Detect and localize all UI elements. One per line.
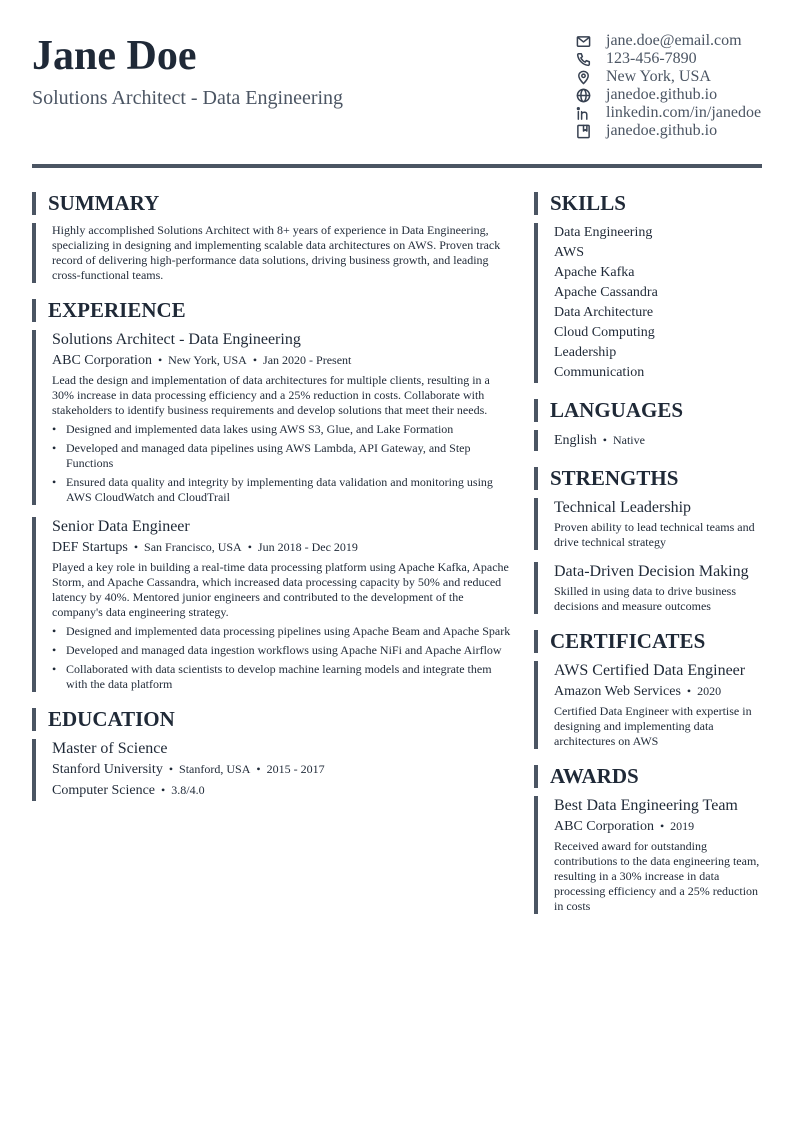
location-text: New York, USA xyxy=(606,68,711,85)
field-of-study: Computer Science xyxy=(52,783,156,798)
skills-heading: SKILLS xyxy=(534,192,766,215)
education-dates: 2015 - 2017 xyxy=(266,762,325,776)
website-text: janedoe.github.io xyxy=(606,86,718,103)
right-column xyxy=(534,192,766,914)
skill-item: Apache Kafka xyxy=(554,265,635,280)
award-item xyxy=(534,796,766,914)
job-location: San Francisco, USA xyxy=(144,540,242,554)
list-item: • Developed and managed data pipelines using AWS Lambda, API Gateway, and Step Functions xyxy=(52,441,512,471)
resume-header xyxy=(32,30,762,150)
skills-section xyxy=(534,223,766,383)
list-item: • Designed and implemented data lakes using AWS S3, Glue, and Lake Formation xyxy=(52,422,512,437)
award-description: Received award for outstanding contributions to the data engineering team, resulting in a 30% increase in data processing efficiency and a 25% reduction in costs xyxy=(554,839,760,913)
experience-item xyxy=(32,330,512,505)
skill-item: Leadership xyxy=(554,345,617,360)
company-name: DEF Startups xyxy=(52,540,128,555)
languages-heading: LANGUAGES xyxy=(534,399,766,422)
globe-icon xyxy=(574,86,592,104)
award-meta xyxy=(554,816,766,837)
certificate-meta xyxy=(554,681,766,702)
contact-portfolio[interactable] xyxy=(574,122,774,140)
linkedin-text: linkedin.com/in/janedoe xyxy=(606,104,762,121)
job-title: Senior Data Engineer xyxy=(52,518,190,535)
list-item: • Ensured data quality and integrity by implementing data validation and monitoring using AWS CloudWatch and CloudTrail xyxy=(52,475,512,505)
job-bullets xyxy=(52,422,512,505)
certificate-name: AWS Certified Data Engineer xyxy=(554,662,746,679)
strength-description: Proven ability to lead technical teams and drive technical strategy xyxy=(554,520,755,549)
portfolio-text: janedoe.github.io xyxy=(606,122,718,139)
separator-dot: • xyxy=(256,762,261,776)
contact-website[interactable] xyxy=(574,86,774,104)
strength-name: Data-Driven Decision Making xyxy=(554,563,749,580)
job-title: Solutions Architect - Data Engineering xyxy=(52,331,301,348)
gpa: 3.8/4.0 xyxy=(171,783,205,797)
job-dates: Jun 2018 - Dec 2019 xyxy=(257,540,358,554)
separator-dot: • xyxy=(252,353,258,367)
education-field-row xyxy=(52,780,512,801)
summary-heading: SUMMARY xyxy=(32,192,512,215)
linkedin-icon xyxy=(574,104,592,122)
email-text: jane.doe@email.com xyxy=(606,32,742,49)
separator-dot: • xyxy=(133,540,139,554)
header-divider xyxy=(32,164,762,168)
list-item: • Designed and implemented data processing pipelines using Apache Beam and Apache Spark xyxy=(52,624,512,639)
language-level: Native xyxy=(612,433,645,447)
awards-heading: AWARDS xyxy=(534,765,766,788)
separator-dot: • xyxy=(602,433,607,447)
list-item: • Developed and managed data ingestion workflows using Apache NiFi and Apache Airflow xyxy=(52,643,512,658)
school-name: Stanford University xyxy=(52,762,163,777)
summary-section xyxy=(32,223,512,283)
job-dates: Jan 2020 - Present xyxy=(263,353,352,367)
separator-dot: • xyxy=(157,353,163,367)
phone-icon xyxy=(574,50,592,68)
certificate-item xyxy=(534,661,766,749)
separator-dot: • xyxy=(247,540,252,554)
candidate-name: Jane Doe xyxy=(32,33,197,79)
strength-name: Technical Leadership xyxy=(554,499,692,516)
language-name: English xyxy=(554,433,597,448)
contact-phone[interactable] xyxy=(574,50,774,68)
contact-location xyxy=(574,68,774,86)
certificate-issuer: Amazon Web Services xyxy=(554,684,681,699)
job-location: New York, USA xyxy=(168,353,247,367)
job-description: Lead the design and implementation of data architectures for multiple clients, resulting in a 30% increase in data processing efficiency and a 25% reduction in costs. Collaborate with stakeholders to identify business requirements and develop solutions that meet their needs. xyxy=(52,373,490,417)
strength-item xyxy=(534,562,766,614)
languages-section xyxy=(534,430,766,451)
separator-dot: • xyxy=(686,684,692,698)
separator-dot: • xyxy=(161,783,166,797)
strength-item xyxy=(534,498,766,550)
separator-dot: • xyxy=(168,762,174,776)
skill-item: Apache Cassandra xyxy=(554,285,658,300)
certificate-year: 2020 xyxy=(697,684,722,698)
skill-item: Data Architecture xyxy=(554,305,654,320)
summary-text: Highly accomplished Solutions Architect with 8+ years of experience in Data Engineering, specializing in designing and implementing scalable data architectures on AWS. Proven track record of delivering high-performance data solutions, driving business growth, and leading cross-functional teams. xyxy=(52,223,501,282)
skill-item: AWS xyxy=(554,245,584,260)
skill-item: Cloud Computing xyxy=(554,325,655,340)
job-description: Played a key role in building a real-time data processing platform using Apache Kafka, Apache Storm, and Apache Cassandra, which increased data processing capacity by 50% and reduced latency by 40%. Mentored junior engineers and contributed to the development of the company's data engineering strategy. xyxy=(52,560,509,619)
contact-email[interactable] xyxy=(574,32,774,50)
experience-item xyxy=(32,517,512,692)
school-location: Stanford, USA xyxy=(179,762,251,776)
certificate-description: Certified Data Engineer with expertise in designing and implementing data architectures on AWS xyxy=(554,704,752,748)
strength-description: Skilled in using data to drive business decisions and measure outcomes xyxy=(554,584,736,613)
job-bullets xyxy=(52,624,512,692)
education-section xyxy=(32,739,512,801)
award-issuer: ABC Corporation xyxy=(554,819,654,834)
location-icon xyxy=(574,68,592,86)
education-heading: EDUCATION xyxy=(32,708,512,731)
degree-title: Master of Science xyxy=(52,740,168,757)
contact-list xyxy=(574,32,774,140)
mail-icon xyxy=(574,32,592,50)
phone-text: 123-456-7890 xyxy=(606,50,697,67)
separator-dot: • xyxy=(659,819,665,833)
job-meta xyxy=(52,350,512,371)
skill-item: Communication xyxy=(554,365,645,380)
list-item: • Collaborated with data scientists to develop machine learning models and integrate them with the data platform xyxy=(52,662,512,692)
job-meta xyxy=(52,537,512,558)
company-name: ABC Corporation xyxy=(52,353,152,368)
candidate-headline: Solutions Architect - Data Engineering xyxy=(32,87,344,109)
award-name: Best Data Engineering Team xyxy=(554,797,738,814)
contact-linkedin[interactable] xyxy=(574,104,774,122)
bookmark-icon xyxy=(574,122,592,140)
language-row xyxy=(554,430,766,451)
education-meta xyxy=(52,759,512,780)
strengths-heading: STRENGTHS xyxy=(534,467,766,490)
award-year: 2019 xyxy=(670,819,695,833)
left-column xyxy=(32,192,512,801)
skill-item: Data Engineering xyxy=(554,225,653,240)
experience-heading: EXPERIENCE xyxy=(32,299,512,322)
certificates-heading: CERTIFICATES xyxy=(534,630,766,653)
